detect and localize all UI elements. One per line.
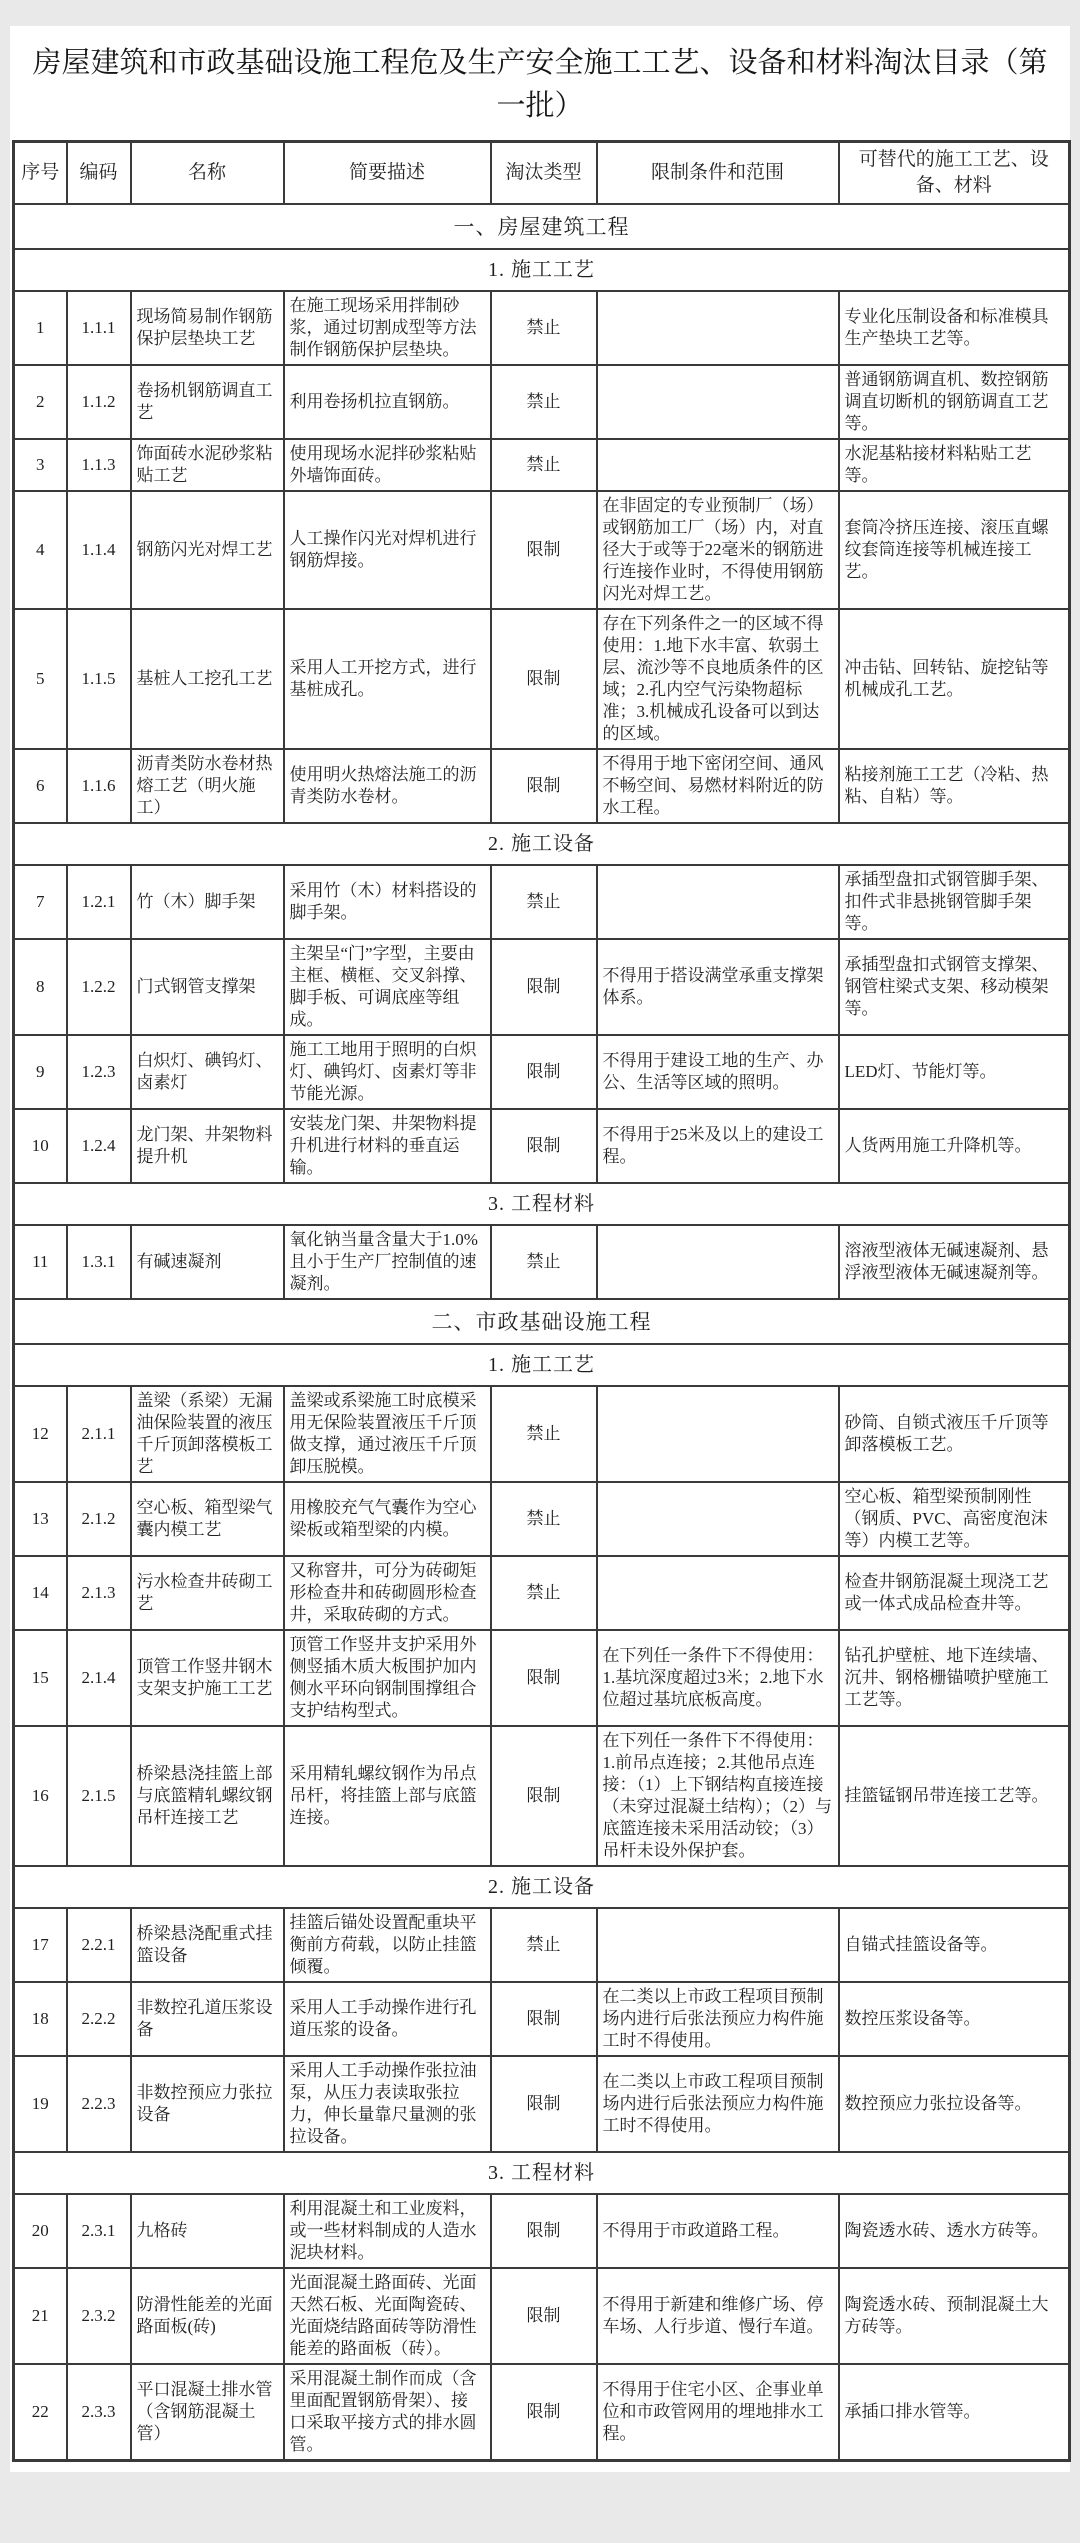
section-header-label: 2. 施工设备 (14, 1866, 1070, 1908)
cell-alternative: 陶瓷透水砖、预制混凝土大方砖等。 (839, 2268, 1070, 2364)
cell-name: 现场简易制作钢筋保护层垫块工艺 (131, 291, 284, 365)
cell-desc: 盖梁或系梁施工时底模采用无保险装置液压千斤顶做支撑，通过液压千斤顶卸压脱模。 (284, 1386, 491, 1482)
cell-alternative: 钻孔护壁桩、地下连续墙、沉井、钢格栅锚喷护壁施工工艺等。 (839, 1630, 1070, 1726)
cell-desc: 氧化钠当量含量大于1.0%且小于生产厂控制值的速凝剂。 (284, 1225, 491, 1299)
cell-elim: 禁止 (491, 1482, 597, 1556)
cell-desc: 又称窨井，可分为砖砌矩形检查井和砖砌圆形检查井，采取砖砌的方式。 (284, 1556, 491, 1630)
cell-no: 20 (14, 2194, 67, 2268)
cell-code: 2.1.3 (67, 1556, 131, 1630)
column-header-1: 编码 (67, 142, 131, 205)
cell-alternative: 普通钢筋调直机、数控钢筋调直切断机的钢筋调直工艺等。 (839, 365, 1070, 439)
cell-elim: 限制 (491, 939, 597, 1035)
catalog-row-5 (14, 609, 1070, 749)
cell-alternative: 承插口排水管等。 (839, 2364, 1070, 2461)
cell-elim: 禁止 (491, 291, 597, 365)
cell-restriction: 不得用于建设工地的生产、办公、生活等区域的照明。 (597, 1035, 839, 1109)
cell-restriction (597, 1225, 839, 1299)
cell-restriction: 不得用于新建和维修广场、停车场、人行步道、慢行车道。 (597, 2268, 839, 2364)
cell-elim: 限制 (491, 609, 597, 749)
catalog-row-4 (14, 491, 1070, 609)
cell-name: 沥青类防水卷材热熔工艺（明火施工） (131, 749, 284, 823)
cell-name: 非数控预应力张拉设备 (131, 2056, 284, 2152)
cell-no: 7 (14, 865, 67, 939)
table-header (14, 142, 1070, 205)
cell-desc: 顶管工作竖井支护采用外侧竖插木质大板围护加内侧水平环向钢制围撑组合支护结构型式。 (284, 1630, 491, 1726)
elimination-table-body (14, 204, 1070, 2461)
catalog-row-9 (14, 1035, 1070, 1109)
cell-elim: 限制 (491, 749, 597, 823)
cell-no: 16 (14, 1726, 67, 1866)
section-header-label: 二、市政基础设施工程 (14, 1299, 1070, 1344)
cell-elim: 限制 (491, 2056, 597, 2152)
cell-no: 22 (14, 2364, 67, 2461)
cell-alternative: 挂篮锰钢吊带连接工艺等。 (839, 1726, 1070, 1866)
cell-no: 3 (14, 439, 67, 491)
cell-elim: 禁止 (491, 1386, 597, 1482)
cell-name: 顶管工作竖井钢木支架支护施工工艺 (131, 1630, 284, 1726)
cell-alternative: 溶液型液体无碱速凝剂、悬浮液型液体无碱速凝剂等。 (839, 1225, 1070, 1299)
column-header-4: 淘汰类型 (491, 142, 597, 205)
cell-restriction: 在非固定的专业预制厂（场）或钢筋加工厂（场）内，对直径大于或等于22毫米的钢筋进行连接作业时，不得使用钢筋闪光对焊工艺。 (597, 491, 839, 609)
subsection-row (14, 823, 1070, 865)
cell-code: 1.1.5 (67, 609, 131, 749)
section-header-label: 1. 施工工艺 (14, 249, 1070, 291)
subsection-row (14, 249, 1070, 291)
cell-elim: 禁止 (491, 1225, 597, 1299)
cell-desc: 采用人工手动操作进行孔道压浆的设备。 (284, 1982, 491, 2056)
cell-alternative: 承插型盘扣式钢管支撑架、钢管柱梁式支架、移动模架等。 (839, 939, 1070, 1035)
catalog-row-7 (14, 865, 1070, 939)
catalog-row-14 (14, 1556, 1070, 1630)
catalog-row-15 (14, 1630, 1070, 1726)
cell-elim: 限制 (491, 2194, 597, 2268)
column-header-5: 限制条件和范围 (597, 142, 839, 205)
catalog-row-8 (14, 939, 1070, 1035)
cell-restriction: 不得用于25米及以上的建设工程。 (597, 1109, 839, 1183)
cell-no: 4 (14, 491, 67, 609)
subsection-row (14, 1183, 1070, 1225)
catalog-row-18 (14, 1982, 1070, 2056)
cell-code: 2.3.2 (67, 2268, 131, 2364)
catalog-row-2 (14, 365, 1070, 439)
section-header-label: 3. 工程材料 (14, 1183, 1070, 1225)
catalog-row-19 (14, 2056, 1070, 2152)
cell-desc: 采用精轧螺纹钢作为吊点吊杆，将挂篮上部与底篮连接。 (284, 1726, 491, 1866)
cell-code: 2.1.5 (67, 1726, 131, 1866)
cell-name: 空心板、箱型梁气囊内模工艺 (131, 1482, 284, 1556)
cell-code: 1.2.4 (67, 1109, 131, 1183)
catalog-row-17 (14, 1908, 1070, 1982)
cell-restriction (597, 1482, 839, 1556)
cell-no: 2 (14, 365, 67, 439)
column-header-3: 简要描述 (284, 142, 491, 205)
cell-desc: 利用卷扬机拉直钢筋。 (284, 365, 491, 439)
subsection-row (14, 2152, 1070, 2194)
cell-no: 9 (14, 1035, 67, 1109)
cell-elim: 限制 (491, 1982, 597, 2056)
cell-alternative: 专业化压制设备和标准模具生产垫块工艺等。 (839, 291, 1070, 365)
cell-no: 14 (14, 1556, 67, 1630)
cell-code: 1.2.3 (67, 1035, 131, 1109)
cell-desc: 用橡胶充气气囊作为空心梁板或箱型梁的内模。 (284, 1482, 491, 1556)
cell-name: 钢筋闪光对焊工艺 (131, 491, 284, 609)
cell-alternative: 数控预应力张拉设备等。 (839, 2056, 1070, 2152)
cell-alternative: 检查井钢筋混凝土现浇工艺或一体式成品检查井等。 (839, 1556, 1070, 1630)
cell-restriction (597, 865, 839, 939)
cell-alternative: 冲击钻、回转钻、旋挖钻等机械成孔工艺。 (839, 609, 1070, 749)
header-row (14, 142, 1070, 205)
cell-elim: 限制 (491, 1630, 597, 1726)
cell-code: 1.1.3 (67, 439, 131, 491)
cell-name: 桥梁悬浇配重式挂篮设备 (131, 1908, 284, 1982)
cell-name: 九格砖 (131, 2194, 284, 2268)
cell-code: 2.1.4 (67, 1630, 131, 1726)
cell-name: 龙门架、井架物料提升机 (131, 1109, 284, 1183)
cell-name: 饰面砖水泥砂浆粘贴工艺 (131, 439, 284, 491)
cell-no: 17 (14, 1908, 67, 1982)
cell-restriction (597, 1908, 839, 1982)
cell-desc: 人工操作闪光对焊机进行钢筋焊接。 (284, 491, 491, 609)
cell-desc: 主架呈“门”字型，主要由主框、横框、交叉斜撑、脚手板、可调底座等组成。 (284, 939, 491, 1035)
cell-no: 15 (14, 1630, 67, 1726)
cell-name: 卷扬机钢筋调直工艺 (131, 365, 284, 439)
cell-alternative: 水泥基粘接材料粘贴工艺等。 (839, 439, 1070, 491)
cell-no: 13 (14, 1482, 67, 1556)
cell-code: 2.1.2 (67, 1482, 131, 1556)
cell-code: 1.1.1 (67, 291, 131, 365)
cell-no: 11 (14, 1225, 67, 1299)
cell-code: 1.2.1 (67, 865, 131, 939)
cell-desc: 在施工现场采用拌制砂浆，通过切割成型等方法制作钢筋保护层垫块。 (284, 291, 491, 365)
cell-restriction: 不得用于住宅小区、企事业单位和市政管网用的埋地排水工程。 (597, 2364, 839, 2461)
cell-elim: 禁止 (491, 1556, 597, 1630)
column-header-0: 序号 (14, 142, 67, 205)
cell-alternative: 人货两用施工升降机等。 (839, 1109, 1070, 1183)
cell-elim: 限制 (491, 1035, 597, 1109)
cell-alternative: 套筒冷挤压连接、滚压直螺纹套筒连接等机械连接工艺。 (839, 491, 1070, 609)
cell-code: 2.2.2 (67, 1982, 131, 2056)
cell-code: 1.1.6 (67, 749, 131, 823)
cell-alternative: 粘接剂施工工艺（冷粘、热粘、自粘）等。 (839, 749, 1070, 823)
cell-no: 6 (14, 749, 67, 823)
cell-desc: 使用明火热熔法施工的沥青类防水卷材。 (284, 749, 491, 823)
cell-code: 2.3.3 (67, 2364, 131, 2461)
cell-restriction: 不得用于搭设满堂承重支撑架体系。 (597, 939, 839, 1035)
cell-restriction: 在下列任一条件下不得使用：1.基坑深度超过3米；2.地下水位超过基坑底板高度。 (597, 1630, 839, 1726)
cell-desc: 安装龙门架、井架物料提升机进行材料的垂直运输。 (284, 1109, 491, 1183)
cell-restriction: 不得用于地下密闭空间、通风不畅空间、易燃材料附近的防水工程。 (597, 749, 839, 823)
cell-code: 2.2.3 (67, 2056, 131, 2152)
cell-code: 1.2.2 (67, 939, 131, 1035)
cell-no: 1 (14, 291, 67, 365)
cell-code: 1.1.4 (67, 491, 131, 609)
catalog-row-3 (14, 439, 1070, 491)
cell-restriction (597, 365, 839, 439)
cell-restriction: 在二类以上市政工程项目预制场内进行后张法预应力构件施工时不得使用。 (597, 2056, 839, 2152)
cell-no: 21 (14, 2268, 67, 2364)
cell-no: 12 (14, 1386, 67, 1482)
catalog-row-11 (14, 1225, 1070, 1299)
cell-name: 污水检查井砖砌工艺 (131, 1556, 284, 1630)
cell-no: 8 (14, 939, 67, 1035)
cell-name: 有碱速凝剂 (131, 1225, 284, 1299)
catalog-row-22 (14, 2364, 1070, 2461)
section-header-label: 1. 施工工艺 (14, 1344, 1070, 1386)
cell-alternative: 陶瓷透水砖、透水方砖等。 (839, 2194, 1070, 2268)
cell-desc: 采用竹（木）材料搭设的脚手架。 (284, 865, 491, 939)
cell-name: 基桩人工挖孔工艺 (131, 609, 284, 749)
cell-name: 桥梁悬浇挂篮上部与底篮精轧螺纹钢吊杆连接工艺 (131, 1726, 284, 1866)
catalog-row-6 (14, 749, 1070, 823)
cell-elim: 禁止 (491, 1908, 597, 1982)
cell-alternative: LED灯、节能灯等。 (839, 1035, 1070, 1109)
cell-code: 1.3.1 (67, 1225, 131, 1299)
cell-elim: 限制 (491, 2268, 597, 2364)
cell-desc: 使用现场水泥拌砂浆粘贴外墙饰面砖。 (284, 439, 491, 491)
catalog-row-16 (14, 1726, 1070, 1866)
cell-no: 5 (14, 609, 67, 749)
cell-desc: 采用混凝土制作而成（含里面配置钢筋骨架）、接口采取平接方式的排水圆管。 (284, 2364, 491, 2461)
column-header-2: 名称 (131, 142, 284, 205)
cell-elim: 限制 (491, 491, 597, 609)
cell-code: 2.3.1 (67, 2194, 131, 2268)
section-header-label: 3. 工程材料 (14, 2152, 1070, 2194)
document-page (10, 26, 1070, 2472)
cell-code: 2.2.1 (67, 1908, 131, 1982)
section-header-label: 一、房屋建筑工程 (14, 204, 1070, 249)
cell-elim: 禁止 (491, 865, 597, 939)
cell-restriction: 在二类以上市政工程项目预制场内进行后张法预应力构件施工时不得使用。 (597, 1982, 839, 2056)
cell-elim: 禁止 (491, 365, 597, 439)
cell-desc: 采用人工手动操作张拉油泵，从压力表读取张拉力，伸长量靠尺量测的张拉设备。 (284, 2056, 491, 2152)
cell-desc: 施工工地用于照明的白炽灯、碘钨灯、卤素灯等非节能光源。 (284, 1035, 491, 1109)
cell-desc: 采用人工开挖方式，进行基桩成孔。 (284, 609, 491, 749)
cell-no: 10 (14, 1109, 67, 1183)
catalog-row-12 (14, 1386, 1070, 1482)
cell-name: 防滑性能差的光面路面板(砖) (131, 2268, 284, 2364)
cell-name: 竹（木）脚手架 (131, 865, 284, 939)
cell-name: 白炽灯、碘钨灯、卤素灯 (131, 1035, 284, 1109)
cell-no: 18 (14, 1982, 67, 2056)
catalog-row-13 (14, 1482, 1070, 1556)
cell-name: 门式钢管支撑架 (131, 939, 284, 1035)
cell-elim: 限制 (491, 2364, 597, 2461)
section-row (14, 204, 1070, 249)
cell-alternative: 承插型盘扣式钢管脚手架、扣件式非悬挑钢管脚手架等。 (839, 865, 1070, 939)
elimination-catalog-table (12, 140, 1071, 2462)
cell-name: 非数控孔道压浆设备 (131, 1982, 284, 2056)
cell-elim: 限制 (491, 1109, 597, 1183)
cell-no: 19 (14, 2056, 67, 2152)
cell-alternative: 空心板、箱型梁预制刚性（钢质、PVC、高密度泡沫等）内模工艺等。 (839, 1482, 1070, 1556)
cell-alternative: 砂筒、自锁式液压千斤顶等卸落模板工艺。 (839, 1386, 1070, 1482)
cell-elim: 禁止 (491, 439, 597, 491)
column-header-6: 可替代的施工工艺、设备、材料 (839, 142, 1070, 205)
catalog-row-1 (14, 291, 1070, 365)
cell-desc: 利用混凝土和工业废料，或一些材料制成的人造水泥块材料。 (284, 2194, 491, 2268)
catalog-row-21 (14, 2268, 1070, 2364)
cell-elim: 限制 (491, 1726, 597, 1866)
cell-name: 平口混凝土排水管（含钢筋混凝土管） (131, 2364, 284, 2461)
cell-restriction (597, 1556, 839, 1630)
cell-restriction (597, 439, 839, 491)
cell-restriction (597, 1386, 839, 1482)
cell-restriction (597, 291, 839, 365)
cell-code: 2.1.1 (67, 1386, 131, 1482)
cell-alternative: 数控压浆设备等。 (839, 1982, 1070, 2056)
cell-code: 1.1.2 (67, 365, 131, 439)
subsection-row (14, 1866, 1070, 1908)
section-row (14, 1299, 1070, 1344)
cell-desc: 挂篮后锚处设置配重块平衡前方荷载，以防止挂篮倾覆。 (284, 1908, 491, 1982)
subsection-row (14, 1344, 1070, 1386)
section-header-label: 2. 施工设备 (14, 823, 1070, 865)
cell-restriction: 在下列任一条件下不得使用：1.前吊点连接；2.其他吊点连接：（1）上下钢结构直接连接（未穿过混凝土结构）；（2）与底篮连接未采用活动铰；（3）吊杆未设外保护套。 (597, 1726, 839, 1866)
catalog-row-10 (14, 1109, 1070, 1183)
cell-alternative: 自锚式挂篮设备等。 (839, 1908, 1070, 1982)
document-title: 房屋建筑和市政基础设施工程危及生产安全施工工艺、设备和材料淘汰目录（第一批） (32, 47, 1048, 122)
cell-restriction: 不得用于市政道路工程。 (597, 2194, 839, 2268)
cell-desc: 光面混凝土路面砖、光面天然石板、光面陶瓷砖、光面烧结路面砖等防滑性能差的路面板（砖）。 (284, 2268, 491, 2364)
cell-name: 盖梁（系梁）无漏油保险装置的液压千斤顶卸落模板工艺 (131, 1386, 284, 1482)
cell-restriction: 存在下列条件之一的区域不得使用：1.地下水丰富、软弱土层、流沙等不良地质条件的区域；2.孔内空气污染物超标准；3.机械成孔设备可以到达的区域。 (597, 609, 839, 749)
catalog-row-20 (14, 2194, 1070, 2268)
